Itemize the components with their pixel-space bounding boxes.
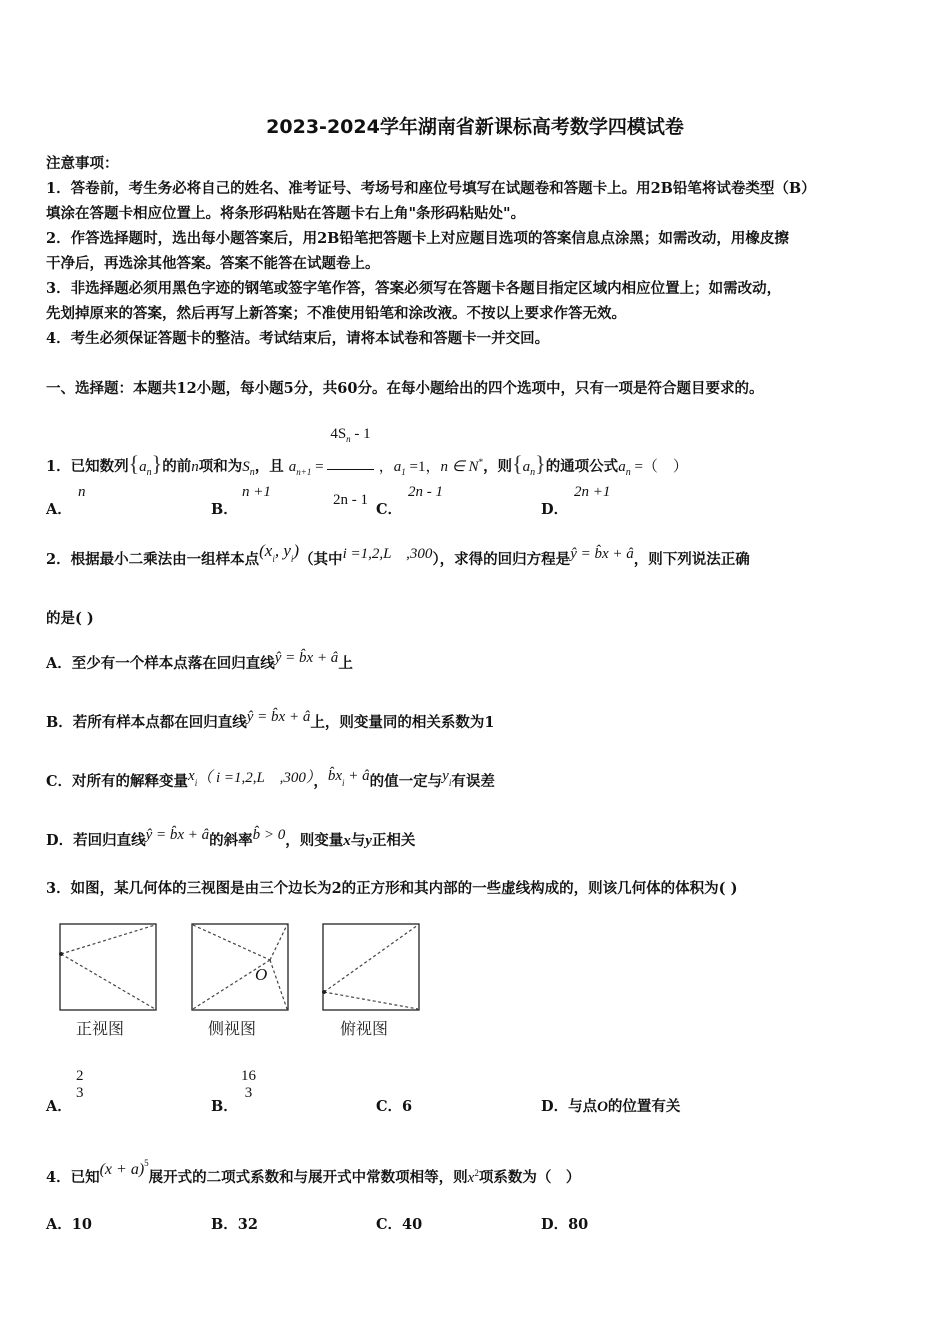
notice-heading: 注意事项：	[46, 155, 119, 172]
q3-option-b-frac: 16 3	[241, 1068, 256, 1101]
q3-option-c[interactable]: C．6	[376, 1098, 413, 1115]
q1-option-b-expr: n +1	[242, 484, 271, 500]
q1-option-a[interactable]: A．	[46, 501, 72, 518]
q1-option-a-expr: n	[78, 484, 86, 500]
notice-line-6: 先划掉原来的答案，然后再写上新答案；不准使用铅笔和涂改液。不按以上要求作答无效。	[46, 305, 626, 322]
q3-option-b[interactable]: B．	[211, 1098, 238, 1115]
q2-option-d[interactable]: D．若回归直线ŷ = b̂x + â的斜率b̂ > 0，则变量x与y正相关	[46, 827, 416, 849]
q1-fraction: $\frac{4S_n - 1}{2n - 1}$	[327, 404, 373, 530]
question-2-cont: 的是( )	[46, 610, 94, 627]
q3-option-d[interactable]: D．与点O的位置有关	[541, 1098, 681, 1115]
q4-option-d[interactable]: D．80	[541, 1216, 589, 1233]
q2-option-c[interactable]: C．对所有的解释变量$x_i$（ i =1,2,L ,300），$b̂x_i$ + â的值一定与$y_i$有误差	[46, 768, 495, 790]
question-3: 3．如图，某几何体的三视图是由三个边长为2的正方形和其内部的一些虚线构成的，则该几何体的体积为( )	[46, 880, 738, 897]
question-1: 1．已知数列$\{a_n\}$的前n项和为$S_n$，且 $a_{n+1}$ = $\frac{4S_n - 1}{2n - 1}$ ，$a_1 =1$，n ∈ N*，则$\{a_n\}$的通项公式$a_n$ =（ ）	[46, 404, 688, 530]
q4-option-a[interactable]: A．10	[46, 1216, 92, 1233]
notice-line-4: 干净后，再选涂其他答案。答案不能答在试题卷上。	[46, 255, 380, 272]
q1-option-c-expr: 2n - 1	[408, 484, 443, 500]
q3-option-a[interactable]: A．	[46, 1098, 72, 1115]
q1-option-d-expr: 2n +1	[574, 484, 611, 500]
notice-line-2: 填涂在答题卡相应位置上。将条形码粘贴在答题卡右上角"条形码粘贴处"。	[46, 205, 526, 222]
notice-line-5: 3．非选择题必须用黑色字迹的钢笔或签字笔作答，答案必须写在答题卡各题目指定区域内相应位置上；如需改动，	[46, 280, 782, 297]
q4-option-c[interactable]: C．40	[376, 1216, 423, 1233]
q4-option-b[interactable]: B．32	[211, 1216, 258, 1233]
q2-option-b[interactable]: B．若所有样本点都在回归直线ŷ = b̂x + â上，则变量同的相关系数为1	[46, 709, 495, 731]
notice-line-1: 1．答卷前，考生务必将自己的姓名、准考证号、考场号和座位号填写在试题卷和答题卡上。用2B铅笔将试卷类型（B）	[46, 180, 816, 197]
section-heading: 一、选择题：本题共12小题，每小题5分，共60分。在每小题给出的四个选项中，只有一项是符合题目要求的。	[46, 380, 764, 397]
top-view-label: 俯视图	[340, 1019, 389, 1038]
q1-option-d[interactable]: D．	[541, 501, 569, 518]
side-view-label: 侧视图	[208, 1019, 257, 1038]
front-view-figure	[58, 922, 160, 1014]
top-view-figure	[321, 922, 423, 1014]
question-4: 4．已知$(x + a)^5$展开式的二项式系数和与展开式中常数项相等，则$x^2$项系数为（ ）	[46, 1158, 581, 1186]
q3-option-a-frac: 2 3	[76, 1068, 84, 1101]
question-2: 2．根据最小二乘法由一组样本点($x_i$, $y_i$)（其中i =1,2,L ,300），求得的回归方程是ŷ = b̂x + â，则下列说法正确	[46, 541, 750, 568]
side-view-figure	[190, 922, 292, 1014]
front-view-label: 正视图	[76, 1019, 125, 1038]
q2-option-a[interactable]: A．至少有一个样本点落在回归直线ŷ = b̂x + â上	[46, 650, 353, 672]
notice-line-7: 4．考生必须保证答题卡的整洁。考试结束后，请将本试卷和答题卡一并交回。	[46, 330, 550, 347]
side-view-o-label: O	[255, 965, 268, 984]
q1-option-c[interactable]: C．	[376, 501, 403, 518]
q1-option-b[interactable]: B．	[211, 501, 238, 518]
page-title: 2023-2024学年湖南省新课标高考数学四模试卷	[266, 116, 684, 138]
notice-line-3: 2．作答选择题时，选出每小题答案后，用2B铅笔把答题卡上对应题目选项的答案信息点涂黑；如需改动，用橡皮擦	[46, 230, 789, 247]
